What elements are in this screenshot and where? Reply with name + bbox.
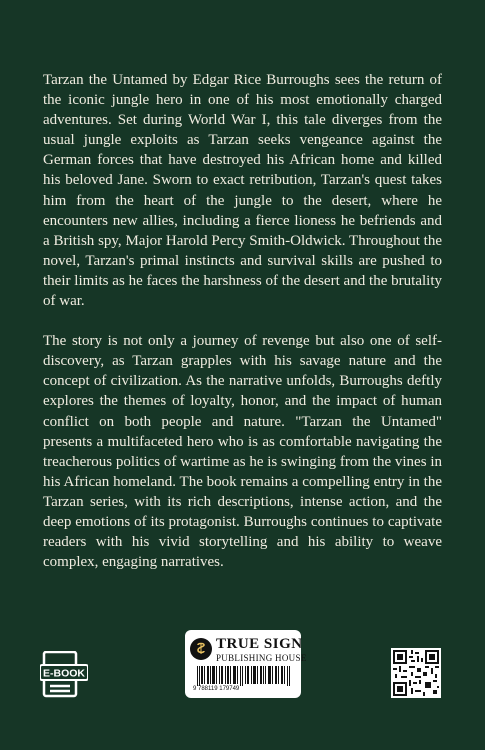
isbn-digits: 9 788119 179749 <box>193 686 240 692</box>
blurb-text <box>43 70 442 592</box>
ebook-icon <box>40 651 88 699</box>
ebook-label: E-BOOK <box>43 667 85 680</box>
publisher-name: TRUE SIGN <box>216 636 303 652</box>
isbn-barcode <box>197 666 291 686</box>
blurb-paragraph-1: Tarzan the Untamed by Edgar Rice Burroughs sees the return of the iconic jungle hero in one of his most emotionally charged adventures. Set during World War I, this tale diverges from the usual jungle exploits as Tarzan seeks vengeance against the German forces that have destroyed his African home and killed his beloved Jane. Sworn to exact retribution, Tarzan's quest takes him from the heart of the jungle to the desert, where he encounters new allies, including a fierce lioness he befriends and a British spy, Major Harold Percy Smith-Oldwick. Throughout the novel, Tarzan's primal instincts and survival skills are pushed to their limits as he faces the harshness of the desert and the brutality of war. <box>43 72 442 310</box>
qr-code-icon <box>391 648 441 698</box>
publisher-barcode-panel <box>185 630 307 698</box>
publisher-house: PUBLISHING HOUSE <box>216 653 307 663</box>
isbn-number <box>193 686 293 692</box>
ts-monogram-icon <box>190 638 212 660</box>
blurb-paragraph-2: The story is not only a journey of revenge but also one of self-discovery, as Tarzan grapples with his savage nature and the concept of civilization. As the narrative unfolds, Burroughs deftly explores the themes of loyalty, honor, and the impact of human conflict on both people and nature. "Tarzan the Untamed" presents a multifaceted hero who is as comfortable navigating the treacherous politics of wartime as he is swinging from the vines in his African homeland. The book remains a compelling entry in the Tarzan series, with its rich descriptions, intense action, and the deep emotions of its protagonist. Burroughs continues to captivate readers with his vivid storytelling and his ability to weave complex, engaging narratives. <box>43 333 442 571</box>
